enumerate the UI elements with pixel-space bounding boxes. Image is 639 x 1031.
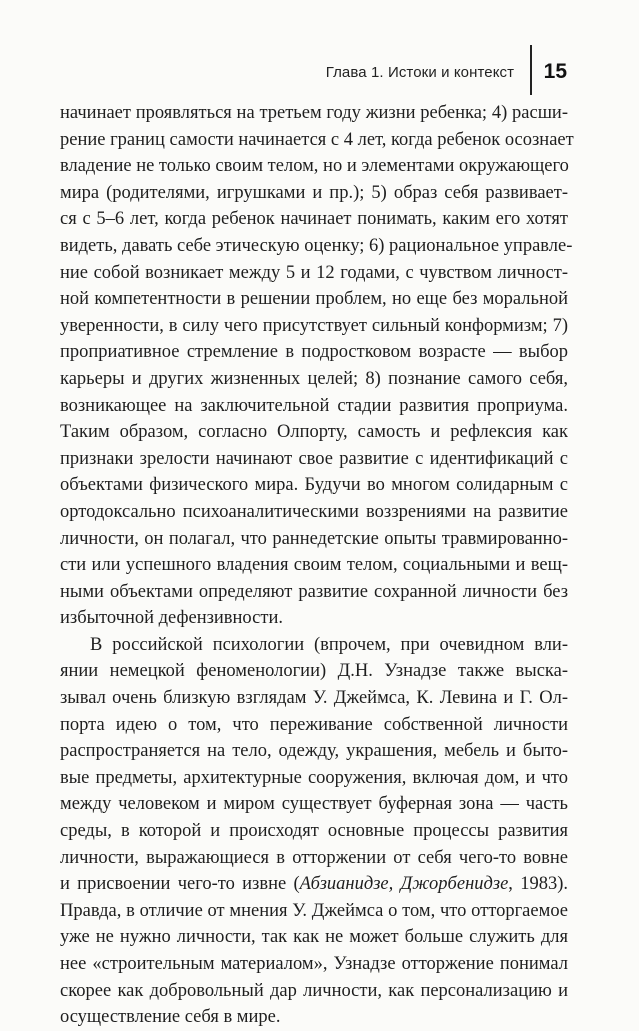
text-line: янии немецкой феноменологии) Д.Н. Узнадзе также выска- bbox=[60, 661, 568, 682]
text-line: Правда, в отличие от мнения У. Джеймса о том, что отторгаемое bbox=[60, 900, 568, 921]
text-line: между человеком и миром существует буферная зона — часть bbox=[60, 794, 568, 815]
text-line: порта идею о том, что переживание собственной личности bbox=[60, 714, 568, 735]
text-line: ными объектами определяют развитие сохранной личности без bbox=[60, 581, 568, 602]
text-line: избыточной дефензивности. bbox=[60, 608, 283, 629]
text-line: осуществление себя в мире. bbox=[60, 1007, 281, 1028]
text-line: ся с 5–6 лет, когда ребенок начинает понимать, каким его хотят bbox=[60, 209, 568, 230]
citation-prefix: и присвоении чего-то извне ( bbox=[60, 874, 300, 895]
chapter-title: Глава 1. Истоки и контекст bbox=[325, 63, 515, 81]
body-text bbox=[60, 100, 574, 1031]
text-line: ние собой возникает между 5 и 12 годами, с чувством личност- bbox=[60, 262, 568, 283]
text-line: мира (родителями, игрушками и пр.); 5) образ себя развивает- bbox=[60, 182, 568, 203]
text-line: вые предметы, архитектурные сооружения, включая дом, и что bbox=[60, 767, 568, 788]
text-line: признаки зрелости начинают свое развитие с идентификаций с bbox=[60, 448, 568, 469]
text-line: уверенности, в силу чего присутствует сильный конформизм; 7) bbox=[60, 315, 568, 336]
text-line: карьеры и других жизненных целей; 8) познание самого себя, bbox=[60, 368, 568, 389]
citation-suffix: , 1983). bbox=[508, 874, 568, 895]
text-line: личности, он полагал, что раннедетские опыты травмированно- bbox=[60, 528, 568, 549]
text-line: среды, в которой и происходят основные процессы развития bbox=[60, 821, 568, 842]
text-line: Таким образом, согласно Олпорту, самость и рефлексия как bbox=[60, 422, 568, 443]
text-line: видеть, давать себе этическую оценку; 6) рациональное управле- bbox=[60, 235, 573, 256]
text-line: проприативное стремление в подростковом возрасте — выбор bbox=[60, 342, 568, 363]
text-line: зывал очень близкую взглядам У. Джеймса, К. Левина и Г. Ол- bbox=[60, 688, 568, 709]
text-line: ортодоксально психоаналитическими воззрениями на развитие bbox=[60, 501, 568, 522]
text-line: В российской психологии (впрочем, при очевидном вли- bbox=[90, 634, 568, 655]
text-line: распространяется на тело, одежду, украшения, мебель и быто- bbox=[60, 741, 568, 762]
text-line: ной компетентности в решении проблем, но еще без моральной bbox=[60, 289, 568, 310]
text-line: начинает проявляться на третьем году жизни ребенка; 4) расши- bbox=[60, 103, 568, 123]
citation-line bbox=[60, 871, 568, 898]
text-line: нее «строительным материалом», Узнадзе отторжение понимал bbox=[60, 954, 568, 974]
text-line: возникающее на заключительной стадии развития проприума. bbox=[60, 395, 568, 416]
text-line: объектами физического мира. Будучи во многом солидарным с bbox=[60, 475, 568, 496]
running-header bbox=[326, 44, 567, 96]
paragraph-1 bbox=[60, 100, 574, 632]
text-line: рение границ самости начинается с 4 лет, когда ребенок осознает bbox=[60, 129, 574, 150]
paragraph-2 bbox=[60, 632, 568, 1031]
text-line: владение не только своим телом, но и элементами окружающего bbox=[60, 156, 569, 177]
citation-authors: Абзианидзе, Джорбенидзе bbox=[299, 874, 509, 895]
page-number: 15 bbox=[543, 60, 567, 83]
text-line: сти или успешного владения своим телом, социальными и вещ- bbox=[60, 555, 568, 576]
text-line: уже не нужно личности, так как не может больше служить для bbox=[60, 927, 568, 948]
text-line: скорее как добровольный дар личности, как персонализацию и bbox=[60, 980, 568, 1001]
text-line: личности, выражающиеся в отторжении от себя чего-то вовне bbox=[60, 847, 568, 868]
